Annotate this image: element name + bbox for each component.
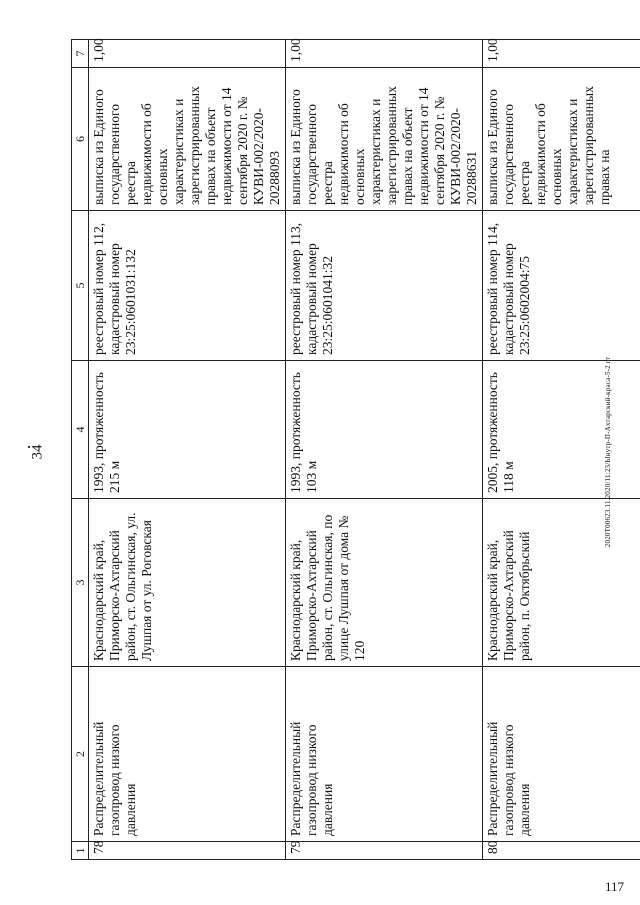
object-name: Распределительный газопровод низкого давления xyxy=(483,667,640,842)
column-header-3: 3 xyxy=(72,499,89,667)
object-address: Краснодарский край, Приморско-Ахтарский район, п. Октябрьский xyxy=(483,499,640,667)
row-number: 78 xyxy=(89,842,286,860)
object-value: 1,00 xyxy=(286,40,483,68)
object-name: Распределительный газопровод низкого давления xyxy=(89,667,286,842)
registry-number: реестровый номер 114, кадастровый номер 23:25:0602004:75 xyxy=(483,211,640,361)
table-row xyxy=(89,40,286,860)
column-header-1: 1 xyxy=(72,842,89,860)
property-register-table xyxy=(71,39,640,860)
object-characteristics: 1993, протяженность 103 м xyxy=(286,361,483,499)
header-row xyxy=(72,40,89,860)
ownership-document: выписка из Единого государственного реестра недвижимости об основных характеристиках и зарегистрированных правах на объект недвижимости от 14 сентября 2020 г. № КУВИ-002/2020-20288631 xyxy=(286,68,483,211)
object-characteristics: 1993, протяженность 215 м xyxy=(89,361,286,499)
object-value: 1,00 xyxy=(483,40,640,68)
sheet-number: 117 xyxy=(604,879,624,894)
row-number: 79 xyxy=(286,842,483,860)
object-value: 1,00 xyxy=(89,40,286,68)
table-row xyxy=(286,40,483,860)
column-header-5: 5 xyxy=(72,211,89,361)
object-name: Распределительный газопровод низкого давления xyxy=(286,667,483,842)
ownership-document: выписка из Единого государственного реестра недвижимости об основных характеристиках и зарегистрированных правах на xyxy=(483,68,640,211)
object-address: Краснодарский край, Приморско-Ахтарский район, ст. Ольгинская, ул. Лушпая от ул. Роговская xyxy=(89,499,286,667)
row-number: 80 xyxy=(483,842,640,860)
column-header-7: 7 xyxy=(72,40,89,68)
registry-number: реестровый номер 112, кадастровый номер 23:25:0601031:132 xyxy=(89,211,286,361)
column-header-4: 4 xyxy=(72,361,89,499)
ownership-document: выписка из Единого государственного реестра недвижимости об основных характеристиках и зарегистрированных правах на объект недвижимости от 14 сентября 2020 г. № КУВИ-002/2020-20288093 xyxy=(89,68,286,211)
table-row xyxy=(483,40,640,860)
page-number: 34 xyxy=(29,444,46,460)
object-address: Краснодарский край, Приморско-Ахтарский район, ст. Ольгинская, по улице Лушпая от дома № 120 xyxy=(286,499,483,667)
column-header-6: 6 xyxy=(72,68,89,211)
column-header-2: 2 xyxy=(72,667,89,842)
object-characteristics: 2005, протяженность 118 м xyxy=(483,361,640,499)
registry-number: реестровый номер 113, кадастровый номер 23:25:0601041:32 xyxy=(286,211,483,361)
document-stamp: 2020Т00623.11.2020/11:23/Ынутр-П-Ахтарский-краса-5-2 гт xyxy=(604,356,612,548)
